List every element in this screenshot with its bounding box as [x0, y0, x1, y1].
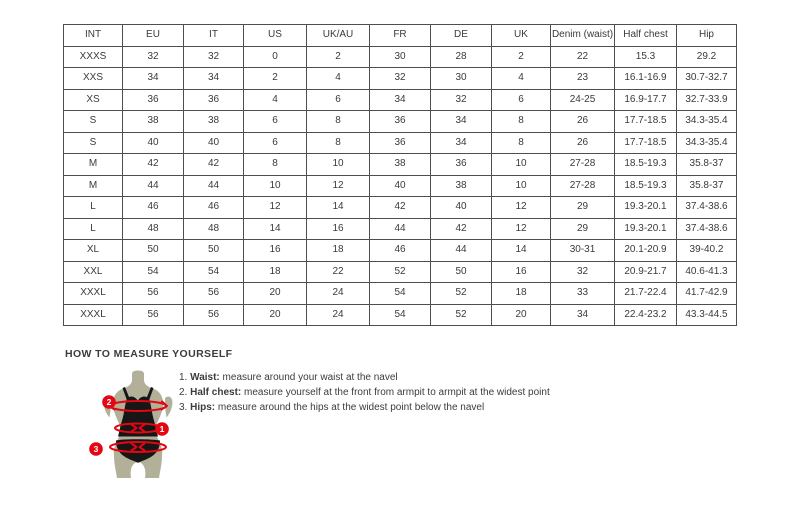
size-cell: 22.4-23.2 — [615, 304, 677, 326]
instruction-number: 2. — [179, 387, 188, 398]
table-row — [64, 175, 737, 197]
size-cell: 32 — [123, 46, 184, 68]
size-cell: 46 — [184, 197, 244, 219]
size-cell: 41.7-42.9 — [677, 283, 737, 305]
size-cell: 16 — [492, 261, 551, 283]
size-cell: 40 — [184, 132, 244, 154]
size-cell: 30-31 — [551, 240, 615, 262]
size-cell: 34.3-35.4 — [677, 111, 737, 133]
size-cell: 10 — [307, 154, 370, 176]
size-cell: 21.7-22.4 — [615, 283, 677, 305]
size-cell: 10 — [492, 175, 551, 197]
size-cell: 29 — [551, 197, 615, 219]
column-header: IT — [184, 25, 244, 47]
size-cell: 20 — [244, 304, 307, 326]
size-cell: 36 — [184, 89, 244, 111]
size-cell: L — [64, 218, 123, 240]
size-cell: 16.1-16.9 — [615, 68, 677, 90]
instruction-number: 3. — [179, 402, 188, 413]
size-cell: 54 — [123, 261, 184, 283]
column-header: INT — [64, 25, 123, 47]
size-cell: 50 — [123, 240, 184, 262]
size-cell: 4 — [492, 68, 551, 90]
size-cell: 6 — [244, 111, 307, 133]
size-cell: 44 — [123, 175, 184, 197]
column-header: FR — [370, 25, 431, 47]
table-row — [64, 283, 737, 305]
size-cell: 35.8-37 — [677, 154, 737, 176]
size-cell: 37.4-38.6 — [677, 197, 737, 219]
size-cell: 22 — [307, 261, 370, 283]
size-cell: 50 — [431, 261, 492, 283]
measurement-figure — [86, 368, 190, 480]
table-row — [64, 46, 737, 68]
size-cell: 30.7-32.7 — [677, 68, 737, 90]
size-cell: 34 — [184, 68, 244, 90]
size-cell: 38 — [123, 111, 184, 133]
badge-1-number: 1 — [159, 424, 165, 434]
column-header: Hip — [677, 25, 737, 47]
instruction-number: 1. — [179, 372, 188, 383]
size-cell: 50 — [184, 240, 244, 262]
size-cell: 42 — [123, 154, 184, 176]
column-header: EU — [123, 25, 184, 47]
size-cell: XXL — [64, 261, 123, 283]
measure-instruction — [179, 400, 550, 415]
size-cell: 27-28 — [551, 175, 615, 197]
size-cell: 52 — [370, 261, 431, 283]
size-cell: 10 — [492, 154, 551, 176]
size-cell: 44 — [431, 240, 492, 262]
size-cell: 12 — [307, 175, 370, 197]
column-header: UK/AU — [307, 25, 370, 47]
size-cell: 46 — [123, 197, 184, 219]
size-cell: 8 — [307, 132, 370, 154]
size-cell: 23 — [551, 68, 615, 90]
size-cell: 18 — [307, 240, 370, 262]
size-cell: XXXL — [64, 304, 123, 326]
size-cell: 34 — [431, 111, 492, 133]
size-cell: 54 — [370, 304, 431, 326]
table-row — [64, 304, 737, 326]
size-cell: 26 — [551, 111, 615, 133]
size-cell: 46 — [370, 240, 431, 262]
size-cell: 56 — [123, 304, 184, 326]
size-cell: 0 — [244, 46, 307, 68]
size-cell: 52 — [431, 283, 492, 305]
badge-3-number: 3 — [93, 444, 99, 454]
size-cell: 29 — [551, 218, 615, 240]
size-cell: 40.6-41.3 — [677, 261, 737, 283]
size-cell: 4 — [307, 68, 370, 90]
size-cell: 16.9-17.7 — [615, 89, 677, 111]
size-cell: 19.3-20.1 — [615, 218, 677, 240]
size-cell: 52 — [431, 304, 492, 326]
size-cell: 56 — [184, 283, 244, 305]
size-cell: 48 — [123, 218, 184, 240]
instruction-label: Half chest: — [190, 387, 242, 398]
column-header: Half chest — [615, 25, 677, 47]
size-cell: 32 — [431, 89, 492, 111]
size-cell: 54 — [184, 261, 244, 283]
size-cell: 48 — [184, 218, 244, 240]
size-cell: 22 — [551, 46, 615, 68]
size-cell: 35.8-37 — [677, 175, 737, 197]
instruction-text: measure around your waist at the navel — [222, 372, 398, 383]
size-cell: 32 — [370, 68, 431, 90]
table-row — [64, 154, 737, 176]
size-cell: 38 — [370, 154, 431, 176]
size-cell: 38 — [184, 111, 244, 133]
size-cell: XXXL — [64, 283, 123, 305]
size-cell: 34 — [123, 68, 184, 90]
size-cell: 32 — [184, 46, 244, 68]
size-cell: 20.1-20.9 — [615, 240, 677, 262]
size-cell: 6 — [492, 89, 551, 111]
size-cell: 29.2 — [677, 46, 737, 68]
instruction-text: measure around the hips at the widest point below the navel — [217, 402, 485, 413]
size-cell: 44 — [370, 218, 431, 240]
size-cell: 42 — [184, 154, 244, 176]
badge-2-number: 2 — [106, 397, 112, 407]
size-cell: 34 — [370, 89, 431, 111]
size-cell: 18.5-19.3 — [615, 175, 677, 197]
size-cell: 14 — [492, 240, 551, 262]
measure-instruction — [179, 370, 550, 385]
table-header-row — [64, 25, 737, 47]
size-cell: 43.3-44.5 — [677, 304, 737, 326]
size-cell: 36 — [370, 111, 431, 133]
size-cell: 42 — [431, 218, 492, 240]
size-cell: XL — [64, 240, 123, 262]
size-cell: 4 — [244, 89, 307, 111]
size-cell: 12 — [492, 218, 551, 240]
size-cell: 28 — [431, 46, 492, 68]
size-cell: 14 — [244, 218, 307, 240]
size-cell: 18 — [244, 261, 307, 283]
table-row — [64, 132, 737, 154]
size-cell: S — [64, 111, 123, 133]
size-cell: 2 — [244, 68, 307, 90]
instruction-label: Waist: — [190, 372, 220, 383]
measure-instruction — [179, 385, 550, 400]
size-cell: 36 — [123, 89, 184, 111]
size-cell: 34 — [431, 132, 492, 154]
size-cell: 10 — [244, 175, 307, 197]
size-cell: 16 — [244, 240, 307, 262]
size-cell: 37.4-38.6 — [677, 218, 737, 240]
size-cell: 8 — [492, 111, 551, 133]
size-cell: 44 — [184, 175, 244, 197]
size-cell: 30 — [431, 68, 492, 90]
instruction-label: Hips: — [190, 402, 216, 413]
size-cell: 26 — [551, 132, 615, 154]
section-title: HOW TO MEASURE YOURSELF — [65, 348, 233, 360]
table-row — [64, 89, 737, 111]
size-cell: 24 — [307, 304, 370, 326]
size-cell: 20 — [492, 304, 551, 326]
size-cell: 18.5-19.3 — [615, 154, 677, 176]
size-cell: 32 — [551, 261, 615, 283]
table-row — [64, 197, 737, 219]
size-cell: 19.3-20.1 — [615, 197, 677, 219]
size-cell: 6 — [244, 132, 307, 154]
size-cell: 56 — [184, 304, 244, 326]
size-cell: 12 — [492, 197, 551, 219]
column-header: UK — [492, 25, 551, 47]
size-cell: XS — [64, 89, 123, 111]
size-cell: 2 — [307, 46, 370, 68]
table-body — [64, 46, 737, 326]
size-cell: 54 — [370, 283, 431, 305]
size-cell: 16 — [307, 218, 370, 240]
size-cell: 27-28 — [551, 154, 615, 176]
size-cell: 33 — [551, 283, 615, 305]
size-cell: XXS — [64, 68, 123, 90]
size-cell: 39-40.2 — [677, 240, 737, 262]
size-cell: 34.3-35.4 — [677, 132, 737, 154]
size-cell: 24 — [307, 283, 370, 305]
size-cell: 17.7-18.5 — [615, 111, 677, 133]
size-cell: M — [64, 175, 123, 197]
size-cell: 56 — [123, 283, 184, 305]
table-row — [64, 261, 737, 283]
size-cell: 12 — [244, 197, 307, 219]
column-header: US — [244, 25, 307, 47]
size-cell: XXXS — [64, 46, 123, 68]
size-cell: 40 — [370, 175, 431, 197]
size-cell: 8 — [492, 132, 551, 154]
size-chart-table — [63, 24, 737, 326]
size-cell: 40 — [431, 197, 492, 219]
size-cell: 8 — [244, 154, 307, 176]
size-cell: 20.9-21.7 — [615, 261, 677, 283]
instruction-text: measure yourself at the front from armpit to armpit at the widest point — [244, 387, 550, 398]
table-row — [64, 68, 737, 90]
size-cell: 36 — [431, 154, 492, 176]
size-cell: L — [64, 197, 123, 219]
size-cell: 34 — [551, 304, 615, 326]
size-cell: 38 — [431, 175, 492, 197]
table-row — [64, 218, 737, 240]
size-cell: 8 — [307, 111, 370, 133]
instruction-list — [179, 370, 550, 415]
size-cell: 36 — [370, 132, 431, 154]
size-cell: 18 — [492, 283, 551, 305]
table-row — [64, 111, 737, 133]
size-cell: 2 — [492, 46, 551, 68]
size-cell: 42 — [370, 197, 431, 219]
column-header: DE — [431, 25, 492, 47]
size-cell: 24-25 — [551, 89, 615, 111]
size-cell: 15.3 — [615, 46, 677, 68]
size-cell: 14 — [307, 197, 370, 219]
size-cell: 32.7-33.9 — [677, 89, 737, 111]
size-cell: 40 — [123, 132, 184, 154]
table-row — [64, 240, 737, 262]
size-cell: 6 — [307, 89, 370, 111]
column-header: Denim (waist) — [551, 25, 615, 47]
size-cell: 30 — [370, 46, 431, 68]
size-cell: M — [64, 154, 123, 176]
size-cell: S — [64, 132, 123, 154]
size-cell: 17.7-18.5 — [615, 132, 677, 154]
size-cell: 20 — [244, 283, 307, 305]
mannequin-illustration-icon — [86, 368, 190, 480]
